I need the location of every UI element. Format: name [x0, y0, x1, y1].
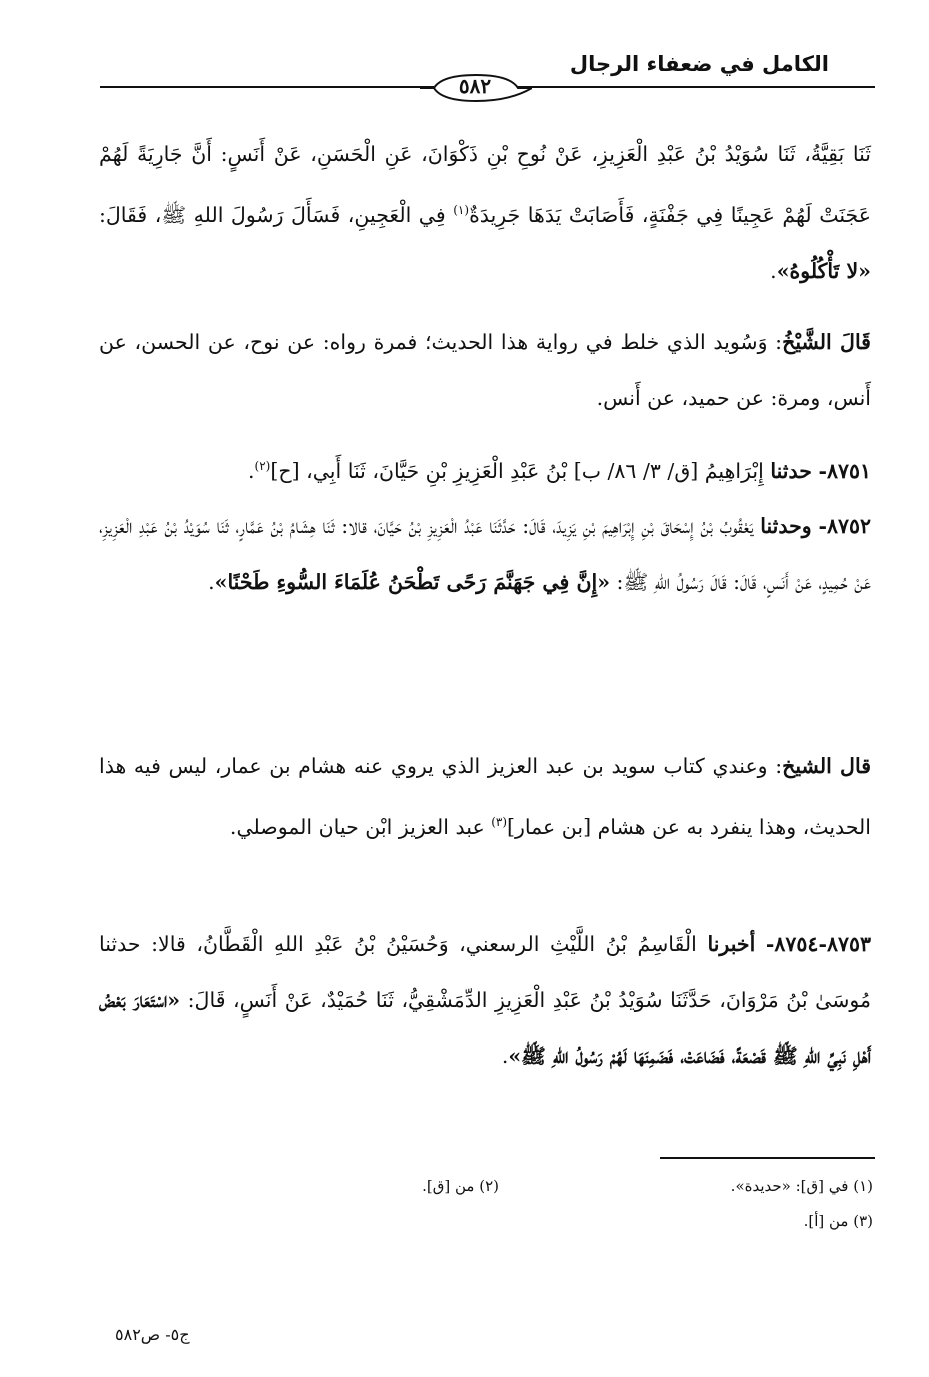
paragraph-hadith-bread: ثَنَا بَقِيَّةُ، ثَنَا سُوَيْدُ بْنُ عَبْدِ الْعَزِيزِ، عَنْ نُوحِ بْنِ ذَكْوَانَ، عَنِ الْحَسَنِ، عَنْ أَنَسٍ: أَنَّ جَارِيَةً لَهُمْ عَجَنَتْ لَهُمْ عَجِينًا فِي جَفْنَةٍ، فَأَصَابَتْ يَدَهَا جَرِيدَةٌ$^{(١)}$ فِي الْعَجِينِ، فَسَأَلَ رَسُولَ اللهِ ﷺ، فَقَالَ: «لا تَأْكُلُوهُ». [99, 142, 871, 283]
sheikh-label: قال الشيخ [782, 754, 871, 778]
hadith-quote: «اسْتَعَارَ بَعْضُ أَهْلِ نَبِيِّ اللهِ ﷺ قَصْعَةً، فَضَاعَتْ، فَضَمِنَهَا لَهُمْ رَسُولُ اللهِ ﷺ» [99, 988, 871, 1068]
page-number: ٥٨٢ [458, 74, 492, 98]
footnote-1: (١) في [ق]: «حديدة». [730, 1177, 873, 1195]
footnote-ref-1: (١) [453, 203, 470, 217]
paragraph-sheikh-comment-1: قَالَ الشَّيْخُ: وَسُويد الذي خلط في رواية هذا الحديث؛ فمرة رواه: عن نوح، عن الحسن، عن أَنس، ومرة: عن حميد، عن أَنس. [99, 330, 871, 410]
hadith-number: ٨٧٥١- [818, 458, 871, 483]
footnote-ref-2: (٢) [254, 459, 271, 473]
hadith-number: ٨٧٥٣-٨٧٥٤- [765, 932, 871, 956]
footnote-2: (٢) من [ق]. [422, 1177, 499, 1195]
paragraph-sheikh-comment-2: قال الشيخ: وعندي كتاب سويد بن عبد العزيز الذي يروي عنه هشام بن عمار، ليس فيه هذا الحديث، وهذا ينفرد به عن هشام [بن عمار]$^{(٣)}$ عبد العزيز ابْن حيان الموصلي. [99, 754, 871, 839]
volume-page-reference: ج٥- ص٥٨٢ [115, 1325, 190, 1344]
hadith-quote: «لا تَأْكُلُوهُ» [776, 258, 871, 283]
narration-keyword: وحدثنا [760, 514, 812, 538]
running-header-title: الكامل في ضعفاء الرجال [569, 52, 829, 76]
paragraph-hadith-8751: ٨٧٥١- حدثنا إِبْرَاهِيمُ [ق/ ٣/ ٨٦/ ب] بْنُ عَبْدِ الْعَزِيزِ بْنِ حَيَّانَ، ثَنَا أَبِي، [ح]$^{(٢)}$. [248, 458, 871, 483]
footnote-rule [660, 1157, 875, 1159]
narration-keyword: أخبرنا [707, 932, 756, 956]
paragraph-hadith-8753-8754: ٨٧٥٣-٨٧٥٤- أخبرنا الْقَاسِمُ بْنُ اللَّيْثِ الرسعني، وَحُسَيْنُ بْنُ عَبْدِ اللهِ الْقَطَّانُ، قالا: حدثنا مُوسَىٰ بْنُ مَرْوَانَ، حَدَّثَنَا سُوَيْدُ بْنُ عَبْدِ الْعَزِيزِ الدِّمَشْقِيُّ، ثَنَا حُمَيْدٌ، عَنْ أَنَسٍ، قَالَ: «اسْتَعَارَ بَعْضُ أَهْلِ نَبِيِّ اللهِ ﷺ قَصْعَةً، فَضَاعَتْ، فَضَمِنَهَا لَهُمْ رَسُولُ اللهِ ﷺ». [99, 932, 871, 1068]
paragraph-hadith-8752: ٨٧٥٢- وحدثنا يَعْقُوبُ بْنُ إِسْحَاقَ بْنِ إِبْرَاهِيمَ بْنِ يَزِيدَ، قَالَ: حَدَّثَنَا عَبْدُ الْعَزِيزِ بْنُ حَيَّانَ، قالا: ثَنَا هِشَامُ بْنُ عَمَّارٍ، ثَنَا سُوَيْدُ بْنُ عَبْدِ الْعَزِيزِ، عَنْ حُمِيدٍ، عَنْ أَنَسٍ، قَالَ: قَالَ رَسُولُ اللهِ ﷺ: «إِنَّ فِي جَهَنَّمَ رَحًى تَطْحَنُ عُلَمَاءَ السُّوءِ طَحْنًا». [99, 514, 871, 594]
footnote-ref-3: (٣) [491, 815, 508, 829]
sheikh-label: قَالَ الشَّيْخُ [782, 330, 871, 354]
narration-keyword: حدثنا [770, 458, 812, 483]
footnote-3: (٣) من [أ]. [803, 1212, 873, 1230]
hadith-quote: «إِنَّ فِي جَهَنَّمَ رَحًى تَطْحَنُ عُلَمَاءَ السُّوءِ طَحْنًا» [214, 570, 611, 594]
hadith-number: ٨٧٥٢- [818, 514, 871, 538]
